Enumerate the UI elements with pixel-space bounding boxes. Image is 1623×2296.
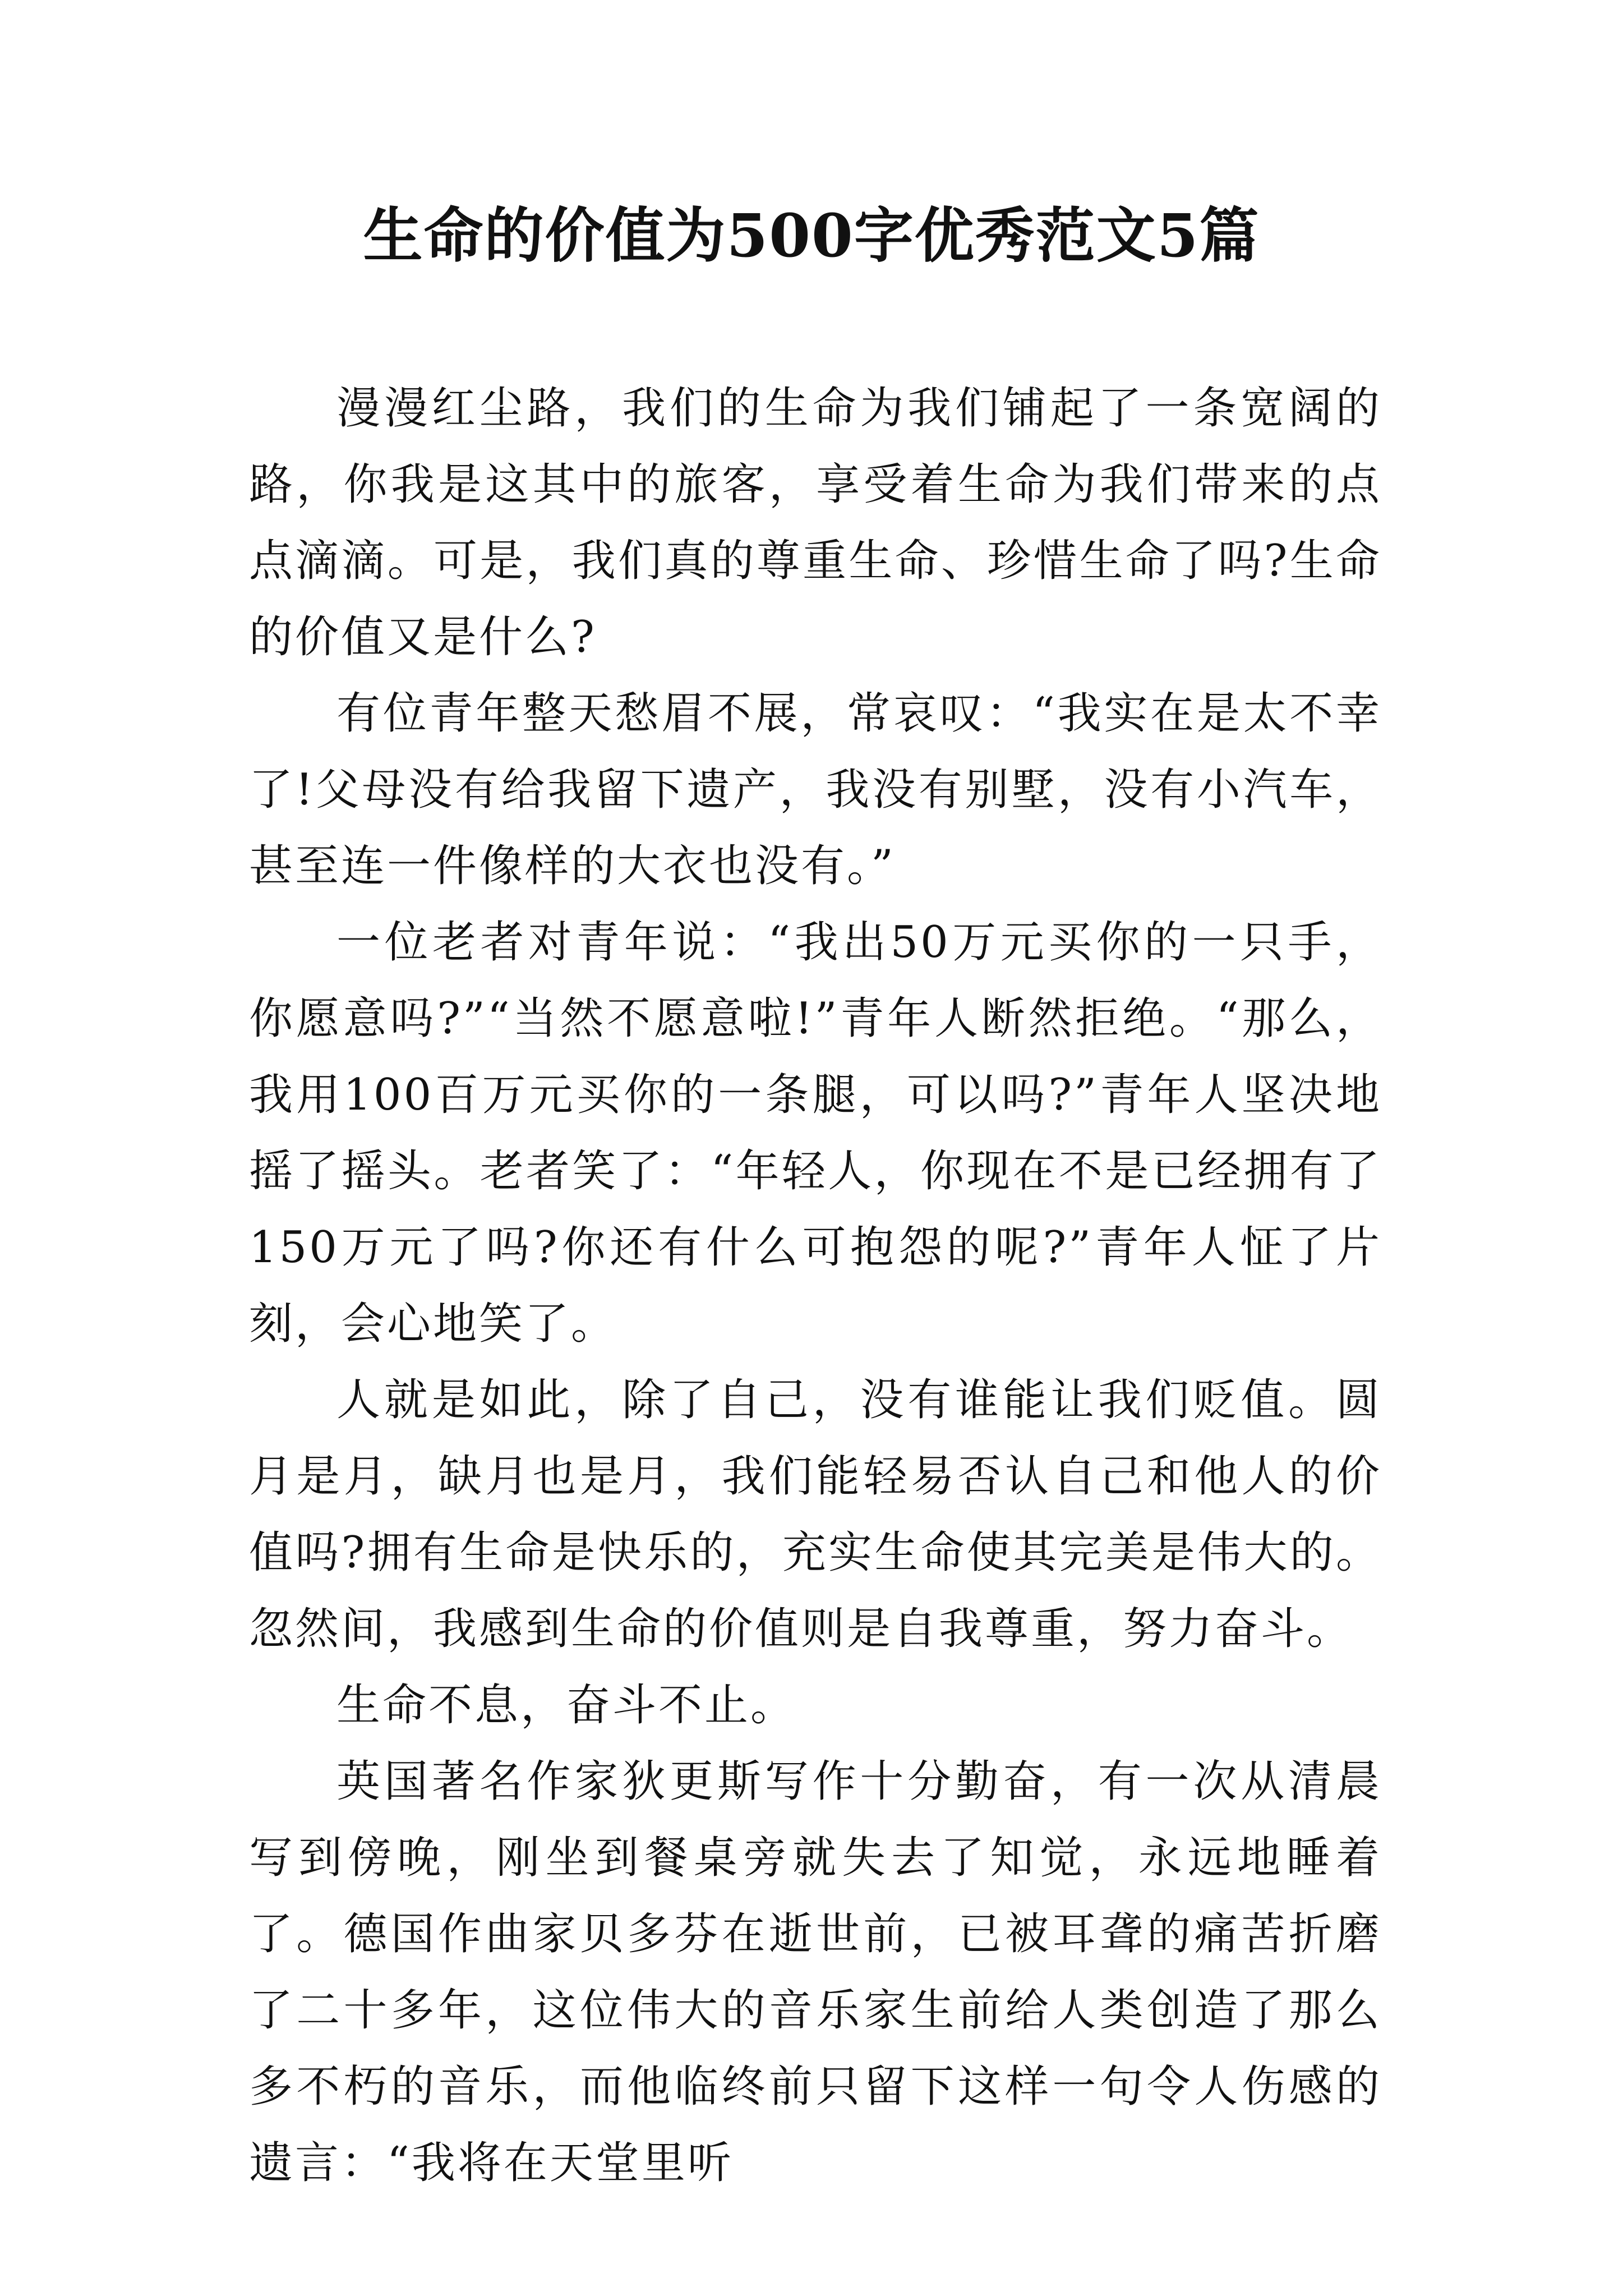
paragraph-4: 人就是如此，除了自己，没有谁能让我们贬值。圆月是月，缺月也是月，我们能轻易否认自己和他人的价值吗?拥有生命是快乐的，充实生命使其完美是伟大的。忽然间，我感到生命的价值则是自我尊重，努力奋斗。: [249, 1375, 1382, 1654]
paragraph-2: 有位青年整天愁眉不展，常哀叹：“我实在是太不幸了!父母没有给我留下遗产，我没有别墅，没有小汽车，甚至连一件像样的大衣也没有。”: [249, 688, 1382, 891]
paragraph-3: 一位老者对青年说：“我出50万元买你的一只手，你愿意吗?”“当然不愿意啦!”青年人断然拒绝。“那么，我用100百万元买你的一条腿，可以吗?”青年人坚决地摇了摇头。老者笑了：“年轻人，你现在不是已经拥有了150万元了吗?你还有什么可抱怨的呢?”青年人怔了片刻，会心地笑了。: [249, 917, 1382, 1349]
paragraph-5: 生命不息，奋斗不止。: [336, 1680, 797, 1731]
document-body: [249, 370, 1382, 2201]
paragraph-1: 漫漫红尘路，我们的生命为我们铺起了一条宽阔的路，你我是这其中的旅客，享受着生命为我们带来的点点滴滴。可是，我们真的尊重生命、珍惜生命了吗?生命的价值又是什么?: [249, 383, 1382, 662]
document-title: 生命的价值为500字优秀范文5篇: [363, 200, 1260, 270]
paragraph-6: 英国著名作家狄更斯写作十分勤奋，有一次从清晨写到傍晚，刚坐到餐桌旁就失去了知觉，永远地睡着了。德国作曲家贝多芬在逝世前，已被耳聋的痛苦折磨了二十多年，这位伟大的音乐家生前给人类创造了那么多不朽的音乐，而他临终前只留下这样一句令人伤感的遗言：“我将在天堂里听: [249, 1756, 1382, 2188]
